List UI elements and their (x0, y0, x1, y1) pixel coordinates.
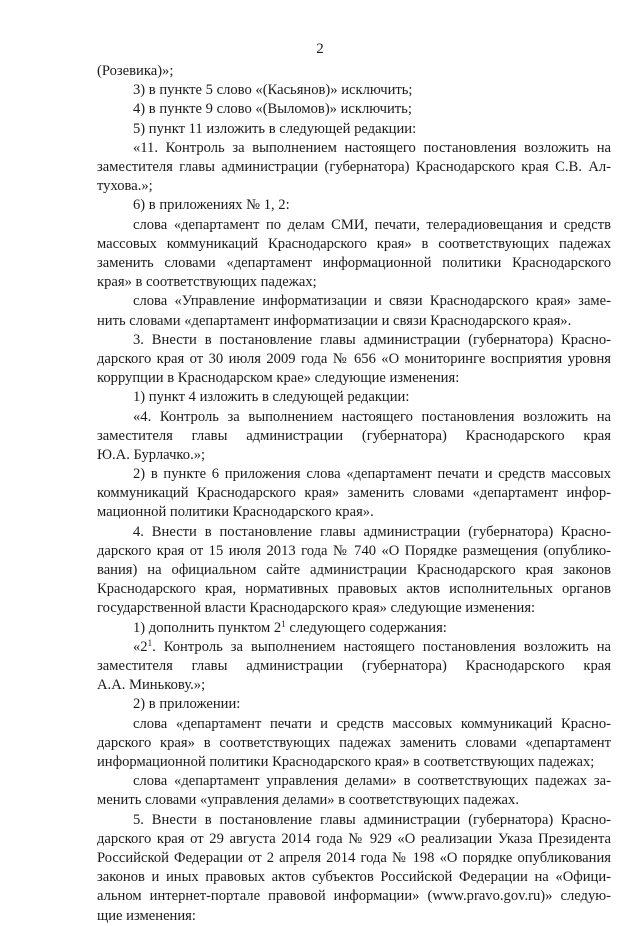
text-line-content: (Розевика)»; (97, 63, 174, 79)
text-line-content: 1) дополнить пунктом 2 (133, 619, 282, 636)
text-line-content: Краснодарского края, нормативных правовых актов исполнительных органов (97, 581, 611, 598)
text-line-content: дарского края от 15 июля 2013 года № 740 «О Порядке размещения (опублико- (97, 542, 611, 559)
text-line (97, 734, 611, 753)
text-line (97, 619, 611, 638)
text-line-content: менить словами «управления делами» в соответствующих падежах. (97, 792, 519, 809)
text-line (97, 81, 611, 100)
text-line (97, 638, 611, 657)
text-line-content: информационной политики Краснодарского края» в соответствующих падежах; (97, 754, 595, 770)
text-line (97, 100, 611, 119)
text-line (97, 580, 611, 599)
text-line-content: коррупции в Краснодарском крае» следующие изменения: (97, 370, 460, 387)
text-line-content: 5. Внести в постановление главы администрации (губернатора) Красно- (133, 811, 611, 828)
text-line-continuation: следующего содержания: (285, 619, 447, 636)
text-line-content: «2 (133, 638, 148, 655)
text-line (97, 139, 611, 158)
text-line (97, 331, 611, 350)
text-line-content: государственной власти Краснодарского края» следующие изменения: (97, 600, 536, 617)
superscript: 1 (281, 618, 286, 629)
text-line (97, 599, 611, 618)
text-line (97, 695, 611, 714)
text-line-content: 4. Внести в постановление главы администрации (губернатора) Красно- (133, 523, 611, 540)
text-line-content: слова «департамент управления делами» в соответствующих падежах за- (133, 773, 611, 790)
text-line (97, 369, 611, 388)
text-line-content: Ю.А. Бурлачко.»; (97, 446, 206, 463)
text-line-content: заместителя главы администрации (губернатора) Краснодарского края (97, 427, 611, 444)
text-line-content: заместителя главы администрации (губернатора) Краснодарского края (97, 658, 611, 675)
text-line-content: 6) в приложениях № 1, 2: (133, 197, 290, 214)
text-line-content: слова «Управление информатизации и связи Краснодарского края» заме- (133, 293, 611, 310)
text-line-content: вания) на официальном сайте администрации Краснодарского края законов (97, 562, 611, 579)
text-line (97, 177, 611, 196)
text-line (97, 657, 611, 676)
text-line-content: нить словами «департамент информатизации и связи Краснодарского края». (97, 312, 572, 329)
text-line (97, 158, 611, 177)
text-line (97, 907, 611, 926)
document-body (97, 62, 611, 926)
text-line-content: 3. Внести в постановление главы администрации (губернатора) Красно- (133, 331, 611, 348)
text-line (97, 216, 611, 235)
text-line (97, 196, 611, 215)
text-line-content: 2) в приложении: (133, 696, 241, 713)
text-line-content: А.А. Минькову.»; (97, 677, 206, 694)
text-line (97, 868, 611, 887)
text-line-content: заменить словами «департамент информационной политики Краснодарского (97, 254, 611, 271)
text-line-content: слова «департамент по делам СМИ, печати, телерадиовещания и средств (133, 216, 611, 233)
text-line-content: массовых коммуникаций Краснодарского края» в соответствующих падежах (97, 235, 611, 252)
text-line-content: дарского края» в соответствующих падежах заменить словами «департамент (97, 734, 611, 751)
text-line-content: щие изменения: (97, 907, 196, 924)
text-line (97, 408, 611, 427)
text-line-content: 3) в пункте 5 слово «(Касьянов)» исключить; (133, 82, 413, 99)
text-line (97, 427, 611, 446)
text-line-content: «11. Контроль за выполнением настоящего постановления возложить на (133, 139, 611, 156)
text-line (97, 312, 611, 331)
text-line-content: Российской Федерации от 2 апреля 2014 года № 198 «О порядке опубликования (97, 849, 611, 866)
text-line (97, 561, 611, 580)
page-number: 2 (316, 41, 324, 57)
text-line (97, 811, 611, 830)
text-line (97, 120, 611, 139)
text-line (97, 292, 611, 311)
text-line (97, 446, 611, 465)
text-line-content: законов и иных правовых актов субъектов Российской Федерации на «Офици- (97, 869, 611, 886)
text-line (97, 791, 611, 810)
text-line-content: 4) в пункте 9 слово «(Выломов)» исключить; (133, 101, 412, 118)
text-line-content: дарского края от 30 июля 2009 года № 656 «О мониторинге восприятия уровня (97, 350, 611, 367)
text-line (97, 830, 611, 849)
text-line (97, 772, 611, 791)
text-line-content: края» в соответствующих падежах; (97, 274, 317, 291)
text-line-content: «4. Контроль за выполнением настоящего постановления возложить на (133, 408, 611, 425)
text-line-content: тухова.»; (97, 178, 153, 195)
text-line-content: слова «департамент печати и средств массовых коммуникаций Красно- (133, 715, 611, 732)
text-line (97, 388, 611, 407)
text-line-content: заместителя главы администрации (губернатора) Краснодарского края С.В. Ал- (97, 159, 611, 175)
text-line-content: 2) в пункте 6 приложения слова «департамент печати и средств массовых (133, 466, 611, 483)
text-line (97, 523, 611, 542)
text-line-content: 1) пункт 4 изложить в следующей редакции: (133, 389, 410, 406)
text-line (97, 62, 611, 81)
text-line-continuation: . Контроль за выполнением настоящего постановления возложить на (152, 638, 611, 655)
text-line (97, 503, 611, 522)
text-line (97, 273, 611, 292)
text-line-content: коммуникаций Краснодарского края» заменить словами «департамент инфор- (97, 485, 611, 502)
superscript: 1 (147, 637, 153, 648)
text-line-content: дарского края от 29 августа 2014 года № 929 «О реализации Указа Президента (97, 830, 611, 847)
text-line (97, 753, 611, 772)
text-line (97, 465, 611, 484)
text-line-content: 5) пункт 11 изложить в следующей редакции: (133, 120, 417, 137)
text-line-content: мационной политики Краснодарского края». (97, 504, 374, 521)
text-line (97, 350, 611, 369)
text-line (97, 676, 611, 695)
text-line (97, 235, 611, 254)
text-line-content: альном интернет-портале правовой информации» (www.pravo.gov.ru)» следую- (97, 888, 611, 905)
text-line (97, 849, 611, 868)
text-line (97, 542, 611, 561)
text-line (97, 715, 611, 734)
text-line (97, 254, 611, 273)
text-line (97, 887, 611, 906)
text-line (97, 484, 611, 503)
